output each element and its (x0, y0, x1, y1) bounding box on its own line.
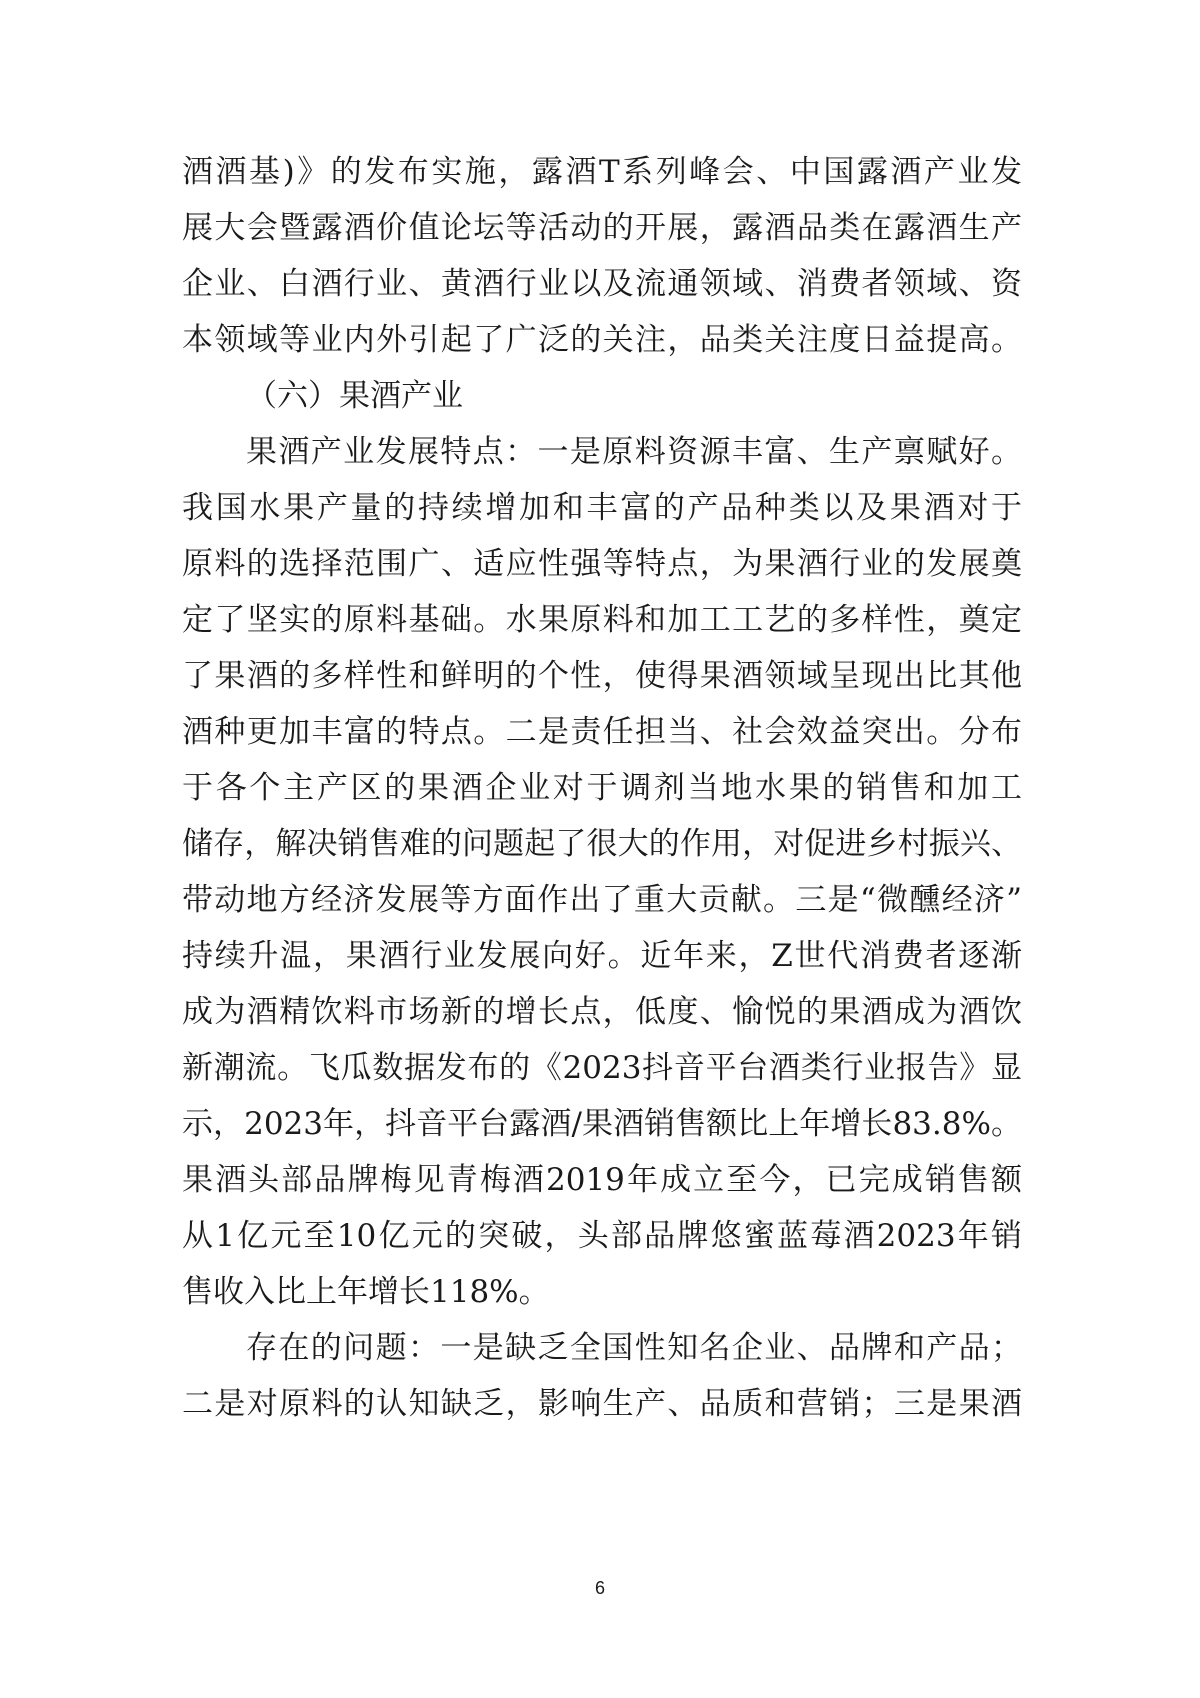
feature-line-8: 储存，解决销售难的问题起了很大的作用，对促进乡村振兴、 (182, 826, 1022, 862)
intro-line-2: 展大会暨露酒价值论坛等活动的开展，露酒品类在露酒生产 (182, 210, 1022, 246)
feature-line-1: 果酒产业发展特点：一是原料资源丰富、生产禀赋好。 (246, 434, 1022, 470)
feature-line-10: 持续升温，果酒行业发展向好。近年来，Z世代消费者逐渐 (182, 938, 1022, 974)
intro-line-4: 本领域等业内外引起了广泛的关注，品类关注度日益提高。 (182, 322, 1022, 358)
feature-line-3: 原料的选择范围广、适应性强等特点，为果酒行业的发展奠 (182, 546, 1022, 582)
feature-line-9: 带动地方经济发展等方面作出了重大贡献。三是“微醺经济” (182, 882, 1022, 918)
problem-line-1: 存在的问题：一是缺乏全国性知名企业、品牌和产品； (246, 1330, 1022, 1366)
feature-line-6: 酒种更加丰富的特点。二是责任担当、社会效益突出。分布 (182, 714, 1022, 750)
problem-line-2: 二是对原料的认知缺乏，影响生产、品质和营销；三是果酒 (182, 1386, 1022, 1422)
feature-line-13: 示，2023年，抖音平台露酒/果酒销售额比上年增长83.8%。 (182, 1106, 1022, 1142)
feature-line-12: 新潮流。飞瓜数据发布的《2023抖音平台酒类行业报告》显 (182, 1050, 1022, 1086)
feature-line-15: 从1亿元至10亿元的突破，头部品牌悠蜜蓝莓酒2023年销 (182, 1218, 1022, 1254)
intro-line-1: 酒酒基)》的发布实施，露酒T系列峰会、中国露酒产业发 (182, 154, 1022, 190)
feature-line-4: 定了坚实的原料基础。水果原料和加工工艺的多样性，奠定 (182, 602, 1022, 638)
feature-line-16: 售收入比上年增长118%。 (182, 1274, 550, 1310)
feature-line-11: 成为酒精饮料市场新的增长点，低度、愉悦的果酒成为酒饮 (182, 994, 1022, 1030)
section-heading: （六）果酒产业 (246, 378, 463, 414)
feature-line-5: 了果酒的多样性和鲜明的个性，使得果酒领域呈现出比其他 (182, 658, 1022, 694)
feature-line-14: 果酒头部品牌梅见青梅酒2019年成立至今，已完成销售额 (182, 1162, 1022, 1198)
intro-line-3: 企业、白酒行业、黄酒行业以及流通领域、消费者领域、资 (182, 266, 1022, 302)
feature-line-2: 我国水果产量的持续增加和丰富的产品种类以及果酒对于 (182, 490, 1022, 526)
page-number: 6 (594, 1578, 605, 1598)
feature-line-7: 于各个主产区的果酒企业对于调剂当地水果的销售和加工 (182, 770, 1022, 806)
